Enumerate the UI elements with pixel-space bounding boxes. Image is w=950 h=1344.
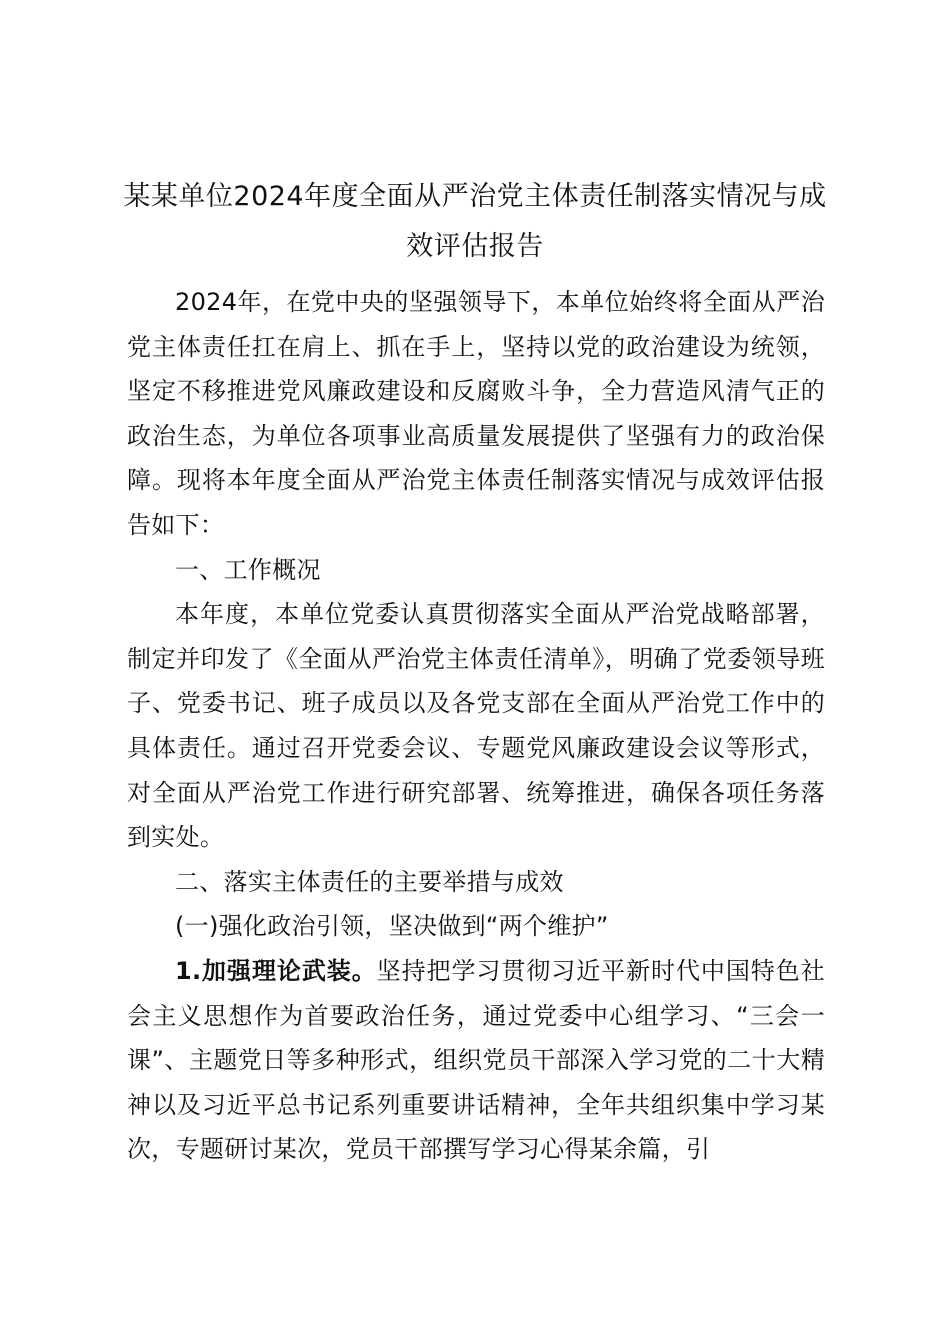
section-heading-overview: 一、工作概况 [175, 555, 321, 584]
subsection-heading-political-leadership: (一)强化政治引领，坚决做到“两个维护” [175, 912, 609, 941]
intro-paragraph: 2024年，在党中央的坚强领导下，本单位始终将全面从严治党主体责任扛在肩上、抓在手上，坚持以党的政治建设为统领，坚定不移推进党风廉政建设和反腐败斗争，全力营造风清气正的政治生态，为单位各项事业高质量发展提供了坚强有力的政治保障。现将本年度全面从严治党主体责任制落实情况与成效评估报告如下： [127, 288, 825, 539]
item-theory-study-lead: 1.加强理论武装。 [175, 956, 377, 985]
item-theory-study-paragraph [127, 949, 825, 1172]
document-title: 某某单位2024年度全面从严治党主体责任制落实情况与成效评估报告 [123, 181, 827, 262]
overview-paragraph: 本年度，本单位党委认真贯彻落实全面从严治党战略部署，制定并印发了《全面从严治党主体责任清单》，明确了党委领导班子、党委书记、班子成员以及各党支部在全面从严治党工作中的具体责任。通过召开党委会议、专题党风廉政建设会议等形式，对全面从严治党工作进行研究部署、统筹推进，确保各项任务落到实处。 [127, 600, 825, 852]
document-body [127, 280, 825, 1172]
section-heading-measures: 二、落实主体责任的主要举措与成效 [175, 867, 564, 896]
item-theory-study-body: 坚持把学习贯彻习近平新时代中国特色社会主义思想作为首要政治任务，通过党委中心组学习、“三会一课”、主题党日等多种形式，组织党员干部深入学习党的二十大精神以及习近平总书记系列重要讲话精神，全年共组织集中学习某次，专题研讨某次，党员干部撰写学习心得某余篇，引 [127, 956, 825, 1164]
